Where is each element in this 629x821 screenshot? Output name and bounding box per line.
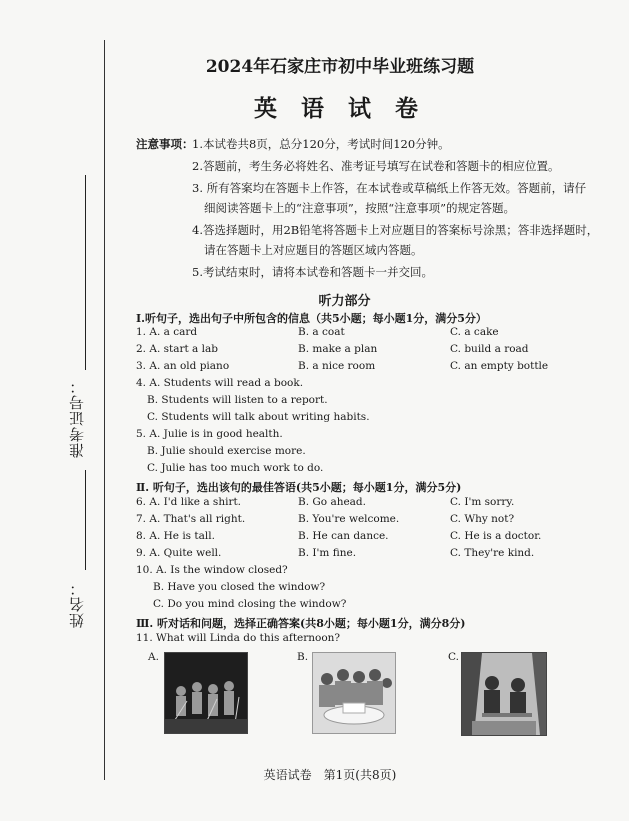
notice-item-2: 2.答题前，考生务必将姓名、准考证号填写在试卷和答题卡的相应位置。: [192, 159, 560, 173]
q8-a: 8. A. He is tall.: [136, 530, 215, 542]
name-line[interactable]: [85, 470, 86, 570]
q8-c: C. He is a doctor.: [450, 530, 542, 542]
q2-c: C. build a road: [450, 343, 529, 355]
part-title: 听力部分: [318, 294, 371, 309]
orchestra-photo: [164, 652, 248, 734]
q3-c: C. an empty bottle: [450, 360, 549, 372]
q4-b: B. Students will listen to a report.: [147, 394, 328, 406]
birthday-party-photo: [312, 652, 396, 734]
notice-label: 注意事项：: [136, 137, 194, 151]
q5-b: B. Julie should exercise more.: [147, 445, 306, 457]
q2-a: 2. A. start a lab: [136, 343, 218, 355]
q1-b: B. a coat: [298, 326, 345, 338]
exam-id-line[interactable]: [85, 175, 86, 370]
q3-a: 3. A. an old piano: [136, 360, 230, 372]
q10-b: B. Have you closed the window?: [153, 581, 326, 593]
q6-b: B. Go ahead.: [298, 496, 366, 508]
section1-heading: Ⅰ.听句子，选出句子中所包含的信息（共5小题；每小题1分，满分5分）: [136, 312, 487, 325]
exam-title: 2024年石家庄市初中毕业班练习题: [205, 57, 475, 77]
q3-b: B. a nice room: [298, 360, 376, 372]
q4-a: 4. A. Students will read a book.: [136, 377, 304, 389]
name-label: 姓名：: [68, 580, 86, 628]
q6-c: C. I'm sorry.: [450, 496, 515, 508]
section2-heading: Ⅱ. 听句子，选出该句的最佳答语(共5小题；每小题1分，满分5分): [136, 481, 462, 494]
notice-item-4: 4.答选择题时，用2B铅笔将答题卡上对应题目的答案标号涂黑；答非选择题时，: [192, 223, 599, 237]
notice-item-1: 1.本试卷共8页，总分120分，考试时间120分钟。: [192, 137, 450, 151]
q1-a: 1. A. a card: [136, 326, 198, 338]
q8-b: B. He can dance.: [298, 530, 389, 542]
binding-line: [104, 40, 105, 780]
q11-option-a-label: A.: [148, 651, 159, 663]
exam-id-label: 准考证号：: [68, 378, 86, 458]
girls-reading-photo: [461, 652, 547, 736]
notice-item-3: 3. 所有答案均在答题卡上作答，在本试卷或草稿纸上作答无效。答题前，请仔: [192, 181, 587, 195]
q11-text: 11. What will Linda do this afternoon?: [136, 632, 341, 644]
q1-c: C. a cake: [450, 326, 499, 338]
q10-c: C. Do you mind closing the window?: [153, 598, 347, 610]
q4-c: C. Students will talk about writing habits.: [147, 411, 370, 423]
q10-a: 10. A. Is the window closed?: [136, 564, 288, 576]
exam-subtitle: 英 语 试 卷: [253, 95, 427, 122]
q7-c: C. Why not?: [450, 513, 515, 525]
q5-a: 5. A. Julie is in good health.: [136, 428, 283, 440]
q9-a: 9. A. Quite well.: [136, 547, 222, 559]
q11-option-c-label: C.: [448, 651, 459, 663]
q9-c: C. They're kind.: [450, 547, 535, 559]
notice-item-3b: 细阅读答题卡上的“注意事项”，按照“注意事项”的规定答题。: [204, 201, 516, 215]
q2-b: B. make a plan: [298, 343, 378, 355]
notice-item-5: 5.考试结束时，请将本试卷和答题卡一并交回。: [192, 265, 433, 279]
notice-item-4b: 请在答题卡上对应题目的答题区域内答题。: [204, 243, 423, 257]
q7-b: B. You're welcome.: [298, 513, 400, 525]
q11-option-b-label: B.: [297, 651, 309, 663]
page-footer: 英语试卷 第1页(共8页): [263, 768, 397, 782]
q9-b: B. I'm fine.: [298, 547, 357, 559]
q6-a: 6. A. I'd like a shirt.: [136, 496, 242, 508]
section3-heading: Ⅲ. 听对话和问题，选择正确答案(共8小题；每小题1分，满分8分): [136, 617, 466, 630]
q5-c: C. Julie has too much work to do.: [147, 462, 324, 474]
q7-a: 7. A. That's all right.: [136, 513, 246, 525]
